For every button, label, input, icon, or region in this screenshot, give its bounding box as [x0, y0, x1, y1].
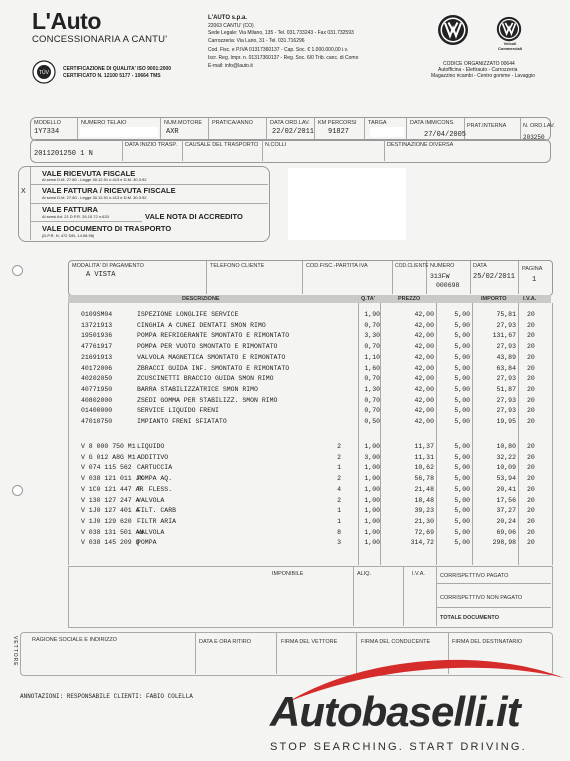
- cell-code: V 038 131 501 AN: [81, 528, 144, 536]
- cell-iva: 20: [527, 507, 535, 515]
- cell-discount: 5,00: [454, 321, 470, 329]
- value-data-ord: 22/02/2011: [272, 128, 315, 136]
- cell-amount: 20,41: [496, 485, 516, 493]
- cell-description: FILTR ARIA: [137, 517, 177, 525]
- label-telaio: NUMERO TELAIO: [81, 120, 127, 126]
- value-numero: 313FW: [430, 273, 450, 280]
- cell-description: CARTUCCIA: [137, 464, 173, 472]
- cell-price: 18,48: [414, 496, 434, 504]
- cell-amount: 27,93: [496, 407, 516, 415]
- cell-code: V 1J0 129 620: [81, 517, 132, 525]
- cell-group: 3: [337, 539, 341, 547]
- cell-amount: 10,09: [496, 464, 516, 472]
- cell-amount: 27,93: [496, 375, 516, 383]
- cell-discount: 5,00: [454, 311, 470, 318]
- label-modalita: MODALITA' DI PAGAMENTO: [72, 263, 144, 269]
- cell-discount: 5,00: [454, 343, 470, 351]
- cell-price: 72,69: [414, 528, 434, 536]
- cell-iva: 20: [527, 528, 535, 536]
- label-firma-conducente: FIRMA DEL CONDUCENTE: [361, 639, 431, 645]
- cell-amount: 53,94: [496, 475, 516, 483]
- labor-row: [69, 385, 552, 396]
- doc-type-sub: (D.P.R. N. 472 DEL 14.08.96): [42, 233, 95, 238]
- cell-description: T. FLESS.: [137, 485, 173, 493]
- label-n-ord: N. ORD.LAV.: [523, 123, 555, 129]
- cell-amount: 19,95: [496, 418, 516, 425]
- cell-discount: 5,00: [454, 364, 470, 372]
- label-data-trasp: DATA INIZIO TRASP.: [125, 142, 177, 148]
- company-line: E-mail: info@lauto.it: [208, 63, 253, 69]
- col-qta: Q.TA': [361, 296, 376, 302]
- labor-row: [69, 417, 552, 428]
- cell-iva: 20: [527, 443, 535, 450]
- cell-amount: 20,24: [496, 517, 516, 525]
- cell-qty: 1,00: [364, 507, 380, 515]
- cell-discount: 5,00: [454, 464, 470, 472]
- cell-price: 56,78: [414, 475, 434, 483]
- cell-description: VALVOLA: [137, 528, 165, 536]
- cell-description: ZBRACCI GUIDA INF. SMONTATO E RIMONTATO: [137, 364, 290, 372]
- labor-row: [69, 321, 552, 332]
- cell-amount: 27,93: [496, 321, 516, 329]
- vw-commercial-caption: Veicoli Commerciali: [497, 41, 522, 51]
- label-data-ord: DATA ORD.LAV.: [270, 120, 310, 126]
- cell-discount: 5,00: [454, 385, 470, 393]
- labor-row: [69, 310, 552, 321]
- cell-discount: 5,00: [454, 475, 470, 483]
- cell-price: 42,00: [414, 343, 434, 351]
- value-numero-2: 000698: [436, 282, 460, 289]
- cell-code: V 8 000 750 M1: [81, 443, 136, 450]
- cell-description: ZCUSCINETTI BRACCIO GUIDA SMON RIMO: [137, 375, 274, 383]
- parts-row: [69, 528, 552, 539]
- telaio-redaction: [80, 127, 158, 137]
- nota-accredito: VALE NOTA DI ACCREDITO: [145, 212, 243, 221]
- value-modello: 1Y7334: [34, 128, 60, 136]
- cell-amount: 10,80: [496, 443, 516, 450]
- col-importo: IMPORTO: [481, 296, 507, 302]
- parts-row: [69, 442, 552, 453]
- cell-price: 21,30: [414, 517, 434, 525]
- cell-code: V 1C0 121 447 AR: [81, 485, 144, 493]
- org-line: Autofficina - Elettrauto - Carrozzeria: [438, 67, 518, 73]
- label-imponibile: IMPONIBILE: [272, 571, 304, 577]
- cert-line-1: CERTIFICAZIONE DI QUALITA' ISO 9001:2000: [63, 66, 172, 72]
- company-address-block: [208, 23, 358, 71]
- cell-group: 8: [337, 528, 341, 536]
- cell-iva: 20: [527, 464, 535, 472]
- cell-qty: 3,30: [364, 332, 380, 340]
- cell-iva: 20: [527, 364, 535, 372]
- watermark-brand: Autobaselli.it: [270, 688, 520, 735]
- cell-code: 47761917: [81, 343, 113, 351]
- cell-description: POMPA PER VUOTO SMONTATO E RIMONTATO: [137, 343, 278, 351]
- org-code: CODICE ORGANIZZATO 00644: [443, 61, 515, 67]
- doc-type-title: VALE DOCUMENTO DI TRASPORTO: [42, 224, 172, 233]
- cell-description: SERVICE LIQUIDO FRENI: [137, 407, 219, 415]
- cell-qty: 0,70: [364, 396, 380, 404]
- cell-group: 1: [337, 507, 341, 515]
- cell-code: 47010750: [81, 418, 113, 425]
- cell-iva: 20: [527, 496, 535, 504]
- cell-qty: 0,70: [364, 321, 380, 329]
- value-modalita: A VISTA: [86, 271, 116, 279]
- doc-type-title: VALE RICEVUTA FISCALE: [42, 169, 136, 178]
- cell-discount: 5,00: [454, 485, 470, 493]
- cell-amount: 27,93: [496, 343, 516, 351]
- binder-hole: [12, 485, 23, 496]
- col-prezzo: PREZZO: [398, 296, 421, 302]
- cell-iva: 20: [527, 475, 535, 483]
- cell-code: V 1J0 127 401 A: [81, 507, 140, 515]
- cell-qty: 3,00: [364, 453, 380, 461]
- cell-qty: 1,00: [364, 443, 380, 450]
- col-descrizione: DESCRIZIONE: [182, 296, 220, 302]
- cell-amount: 75,81: [496, 311, 516, 318]
- col-iva: I.V.A.: [523, 296, 537, 302]
- labor-row: [69, 364, 552, 375]
- cell-iva: 20: [527, 539, 535, 547]
- transport-info-box: [30, 139, 551, 163]
- cell-description: ZSEDI GOMMA PER STABILIZZ. SMON RIMO: [137, 396, 278, 404]
- cell-discount: 5,00: [454, 443, 470, 450]
- customer-address-redaction: [288, 168, 406, 240]
- cell-qty: 1,90: [364, 311, 380, 318]
- cell-qty: 1,10: [364, 353, 380, 361]
- labor-row: [69, 331, 552, 342]
- doc-type-sub: Ai sensi Art. 21 D.P.R. 26.10.72 n.633: [42, 214, 109, 219]
- cell-code: 19501936: [81, 332, 113, 340]
- cell-code: 40172006: [81, 364, 113, 372]
- cell-discount: 5,00: [454, 418, 470, 425]
- cell-amount: 27,93: [496, 396, 516, 404]
- parts-row: [69, 517, 552, 528]
- labor-row: [69, 396, 552, 407]
- label-firma-destinatario: FIRMA DEL DESTINATARIO: [452, 639, 523, 645]
- org-line: Magazzino ricambi - Centro gomme - Lavaggio: [431, 73, 535, 79]
- label-modello: MODELLO: [34, 120, 61, 126]
- parts-row: [69, 538, 552, 549]
- cell-amount: 298,98: [492, 539, 516, 547]
- cell-iva: 20: [527, 418, 535, 425]
- label-iva-total: I.V.A.: [412, 571, 425, 577]
- cell-price: 10,62: [414, 464, 434, 472]
- parts-row: [69, 485, 552, 496]
- cell-code: V 130 127 247 A: [81, 496, 140, 504]
- labor-row: [69, 406, 552, 417]
- label-ragione-sociale: RAGIONE SOCIALE E INDIRIZZO: [32, 637, 117, 643]
- cell-discount: 5,00: [454, 507, 470, 515]
- cell-price: 42,00: [414, 407, 434, 415]
- parts-row: [69, 506, 552, 517]
- value-data-imm: 27/04/2005: [424, 131, 467, 139]
- cell-iva: 20: [527, 396, 535, 404]
- cell-discount: 5,00: [454, 375, 470, 383]
- cell-qty: 0,70: [364, 375, 380, 383]
- label-causale: CAUSALE DEL TRASPORTO: [185, 142, 259, 148]
- cell-description: POMPA: [137, 539, 157, 547]
- cell-code: 40202050: [81, 375, 113, 383]
- cell-iva: 20: [527, 453, 535, 461]
- cell-qty: 1,00: [364, 464, 380, 472]
- value-km: 91827: [328, 128, 350, 136]
- cell-iva: 20: [527, 321, 535, 329]
- company-name: L'AUTO s.p.a.: [208, 15, 247, 21]
- label-data: DATA: [473, 263, 487, 269]
- table-header: [68, 295, 551, 303]
- cell-qty: 1,60: [364, 364, 380, 372]
- vw-logo-icon: [437, 14, 469, 46]
- cell-price: 42,00: [414, 332, 434, 340]
- company-line: Cod. Fisc. e P.IVA 01317360137 - Cap. Soc. € 1.000.000,00 i.v.: [208, 47, 349, 53]
- cell-iva: 20: [527, 311, 535, 318]
- label-telefono: TELEFONO CLIENTE: [210, 263, 265, 269]
- cell-description: LIQUIDO: [137, 443, 165, 450]
- cell-description: BARRA STABILIZZATRICE SMON RIMO: [137, 385, 258, 393]
- cell-qty: 0,70: [364, 343, 380, 351]
- cert-line-2: CERTIFICATO N. 12100 5177 - 10664 TMS: [63, 73, 161, 79]
- tuv-cert-icon: [32, 60, 56, 84]
- value-n-ord: 203250: [523, 134, 545, 141]
- cell-qty: 0,70: [364, 407, 380, 415]
- label-prat-interna: PRAT.INTERNA: [467, 123, 507, 129]
- cell-qty: 1,00: [364, 517, 380, 525]
- cell-iva: 20: [527, 485, 535, 493]
- dealer-logo-title: L'Auto: [32, 8, 101, 34]
- parts-row: [69, 463, 552, 474]
- cell-amount: 69,06: [496, 528, 516, 536]
- cell-iva: 20: [527, 343, 535, 351]
- label-totale: TOTALE DOCUMENTO: [440, 615, 499, 621]
- cell-group: 1: [337, 464, 341, 472]
- cell-price: 42,00: [414, 364, 434, 372]
- cell-group: 2: [337, 475, 341, 483]
- cell-code: V 038 121 011 JX: [81, 475, 144, 483]
- value-pagina: 1: [532, 276, 537, 284]
- cell-price: 42,00: [414, 385, 434, 393]
- cell-description: VALVOLA: [137, 496, 165, 504]
- cell-discount: 5,00: [454, 517, 470, 525]
- cell-price: 11,31: [414, 453, 434, 461]
- labor-rows: [69, 310, 552, 428]
- company-line: Carrozzeria: Via Lario, 31 - Tel. 031.716296: [208, 38, 305, 44]
- label-aliq: ALIQ.: [357, 571, 372, 577]
- dealer-subtitle: CONCESSIONARIA A CANTU': [32, 34, 168, 45]
- cell-price: 42,00: [414, 418, 434, 425]
- cell-price: 11,37: [414, 443, 434, 450]
- cell-code: 40802000: [81, 396, 113, 404]
- doc-type-sub: Ai sensi D.M. 27.80 - Legge 30.12.91 n.413 e D.M. 30.3.92: [42, 195, 147, 200]
- label-cod-fisc: COD.FISC.-PARTITA IVA: [306, 263, 368, 269]
- cell-code: V 038 145 209 Q: [81, 539, 140, 547]
- annotazioni: ANNOTAZIONI: RESPONSABILE CLIENTI: FABIO COLELLA: [20, 693, 193, 700]
- cell-description: IMPIANTO FRENI SFIATATO: [137, 418, 227, 425]
- cell-amount: 17,56: [496, 496, 516, 504]
- cell-code: 21691913: [81, 353, 113, 361]
- cell-iva: 20: [527, 385, 535, 393]
- cell-group: 1: [337, 517, 341, 525]
- cell-group: 2: [337, 453, 341, 461]
- cell-code: V G 012 A8G M1: [81, 453, 136, 461]
- cell-discount: 5,00: [454, 528, 470, 536]
- label-km: KM PERCORSI: [318, 120, 357, 126]
- cell-price: 42,00: [414, 311, 434, 318]
- cell-price: 42,00: [414, 375, 434, 383]
- cell-qty: 1,30: [364, 385, 380, 393]
- parts-row: [69, 453, 552, 464]
- cell-qty: 1,00: [364, 539, 380, 547]
- cell-discount: 5,00: [454, 453, 470, 461]
- label-pratica: PRATICA/ANNO: [212, 120, 253, 126]
- cell-price: 42,00: [414, 321, 434, 329]
- cell-amount: 51,87: [496, 385, 516, 393]
- cell-price: 42,00: [414, 353, 434, 361]
- company-line: Iscr. Reg. Impr. n. 01317360137 - Reg. Soc. 6/0 Trib. canc. di Como: [208, 55, 359, 61]
- cell-description: ISPEZIONE LONGLIFE SERVICE: [137, 311, 239, 318]
- label-motore: NUM.MOTORE: [164, 120, 203, 126]
- cell-description: POMPA REFRIGERANTE SMONTATO E RIMONTATO: [137, 332, 290, 340]
- cell-qty: 1,00: [364, 485, 380, 493]
- cell-qty: 0,50: [364, 418, 380, 425]
- cell-code: 0109SM04: [81, 311, 113, 318]
- cell-description: POMPA AQ.: [137, 475, 173, 483]
- cell-group: 2: [337, 496, 341, 504]
- cell-amount: 43,89: [496, 353, 516, 361]
- table-body: [68, 303, 553, 565]
- cell-price: 314,72: [410, 539, 434, 547]
- cell-price: 42,00: [414, 396, 434, 404]
- label-corr-pagato: CORRISPETTIVO PAGATO: [440, 573, 509, 579]
- cell-iva: 20: [527, 353, 535, 361]
- label-pagina: PAGINA: [522, 266, 543, 272]
- cell-code: V 074 115 562: [81, 464, 132, 472]
- cell-iva: 20: [527, 407, 535, 415]
- labor-row: [69, 353, 552, 364]
- company-line: Sede Legale: Via Milano, 135 - Tel. 031.733243 - Fax 031.732593: [208, 30, 354, 36]
- label-cod-cliente: COD.CLIENTE: [395, 263, 429, 269]
- cell-discount: 5,00: [454, 353, 470, 361]
- labor-row: [69, 374, 552, 385]
- cell-iva: 20: [527, 332, 535, 340]
- cell-description: CINGHIA A CUNEI DENTATI SMON RIMO: [137, 321, 266, 329]
- parts-row: [69, 496, 552, 507]
- cell-discount: 5,00: [454, 539, 470, 547]
- cell-amount: 63,84: [496, 364, 516, 372]
- cell-code: 40771950: [81, 385, 113, 393]
- targa-redaction: [370, 127, 404, 137]
- labor-row: [69, 342, 552, 353]
- cell-iva: 20: [527, 517, 535, 525]
- cell-code: 01400000: [81, 407, 113, 415]
- doc-type-title: VALE FATTURA / RICEVUTA FISCALE: [42, 186, 176, 195]
- doc-type-mark: X: [21, 188, 26, 195]
- label-data-imm: DATA IMM/CONS.: [410, 120, 455, 126]
- svg-text:TÜV: TÜV: [39, 70, 49, 76]
- value-order-ref: 2011201250 1 N: [34, 150, 93, 158]
- cell-price: 39,23: [414, 507, 434, 515]
- cell-qty: 1,00: [364, 475, 380, 483]
- cell-code: 13721913: [81, 321, 113, 329]
- cell-qty: 1,00: [364, 528, 380, 536]
- cell-group: 2: [337, 443, 341, 450]
- cell-discount: 5,00: [454, 332, 470, 340]
- cell-discount: 5,00: [454, 496, 470, 504]
- company-line: 22063 CANTU' (CO): [208, 23, 254, 29]
- cell-group: 4: [337, 485, 341, 493]
- cell-amount: 32,22: [496, 453, 516, 461]
- label-targa: TARGA: [368, 120, 387, 126]
- cell-description: ADDITIVO: [137, 453, 169, 461]
- label-data-ritiro: DATA E ORA RITIRO: [199, 639, 252, 645]
- label-colli: N.COLLI: [265, 142, 287, 148]
- value-motore: AXR: [166, 128, 179, 136]
- cell-discount: 5,00: [454, 407, 470, 415]
- label-firma-vettore: FIRMA DEL VETTORE: [281, 639, 338, 645]
- cell-qty: 1,00: [364, 496, 380, 504]
- label-corr-non-pagato: CORRISPETTIVO NON PAGATO: [440, 595, 523, 601]
- vw-commercial-logo-icon: [496, 16, 522, 42]
- vettore-label: VETTORE: [12, 636, 18, 667]
- cell-amount: 37,27: [496, 507, 516, 515]
- parts-rows: [69, 442, 552, 552]
- cell-description: VALVOLA MAGNETICA SMONTATO E RIMONTATO: [137, 353, 286, 361]
- cell-discount: 5,00: [454, 396, 470, 404]
- cell-price: 21,48: [414, 485, 434, 493]
- doc-type-sub: Ai sensi D.M. 27.80 - Legge 30.12.91 n.413 e D.M. 30.3.92: [42, 177, 147, 182]
- label-numero: NUMERO: [430, 263, 455, 269]
- doc-type-title: VALE FATTURA: [42, 205, 98, 214]
- binder-hole: [12, 265, 23, 276]
- cell-description: FILT. CARB: [137, 507, 177, 515]
- label-destinazione: DESTINAZIONE DIVERSA: [387, 142, 454, 148]
- value-data: 25/02/2011: [473, 273, 516, 281]
- parts-row: [69, 474, 552, 485]
- watermark-tagline: STOP SEARCHING. START DRIVING.: [270, 741, 527, 753]
- cell-iva: 20: [527, 375, 535, 383]
- cell-amount: 131,67: [492, 332, 516, 340]
